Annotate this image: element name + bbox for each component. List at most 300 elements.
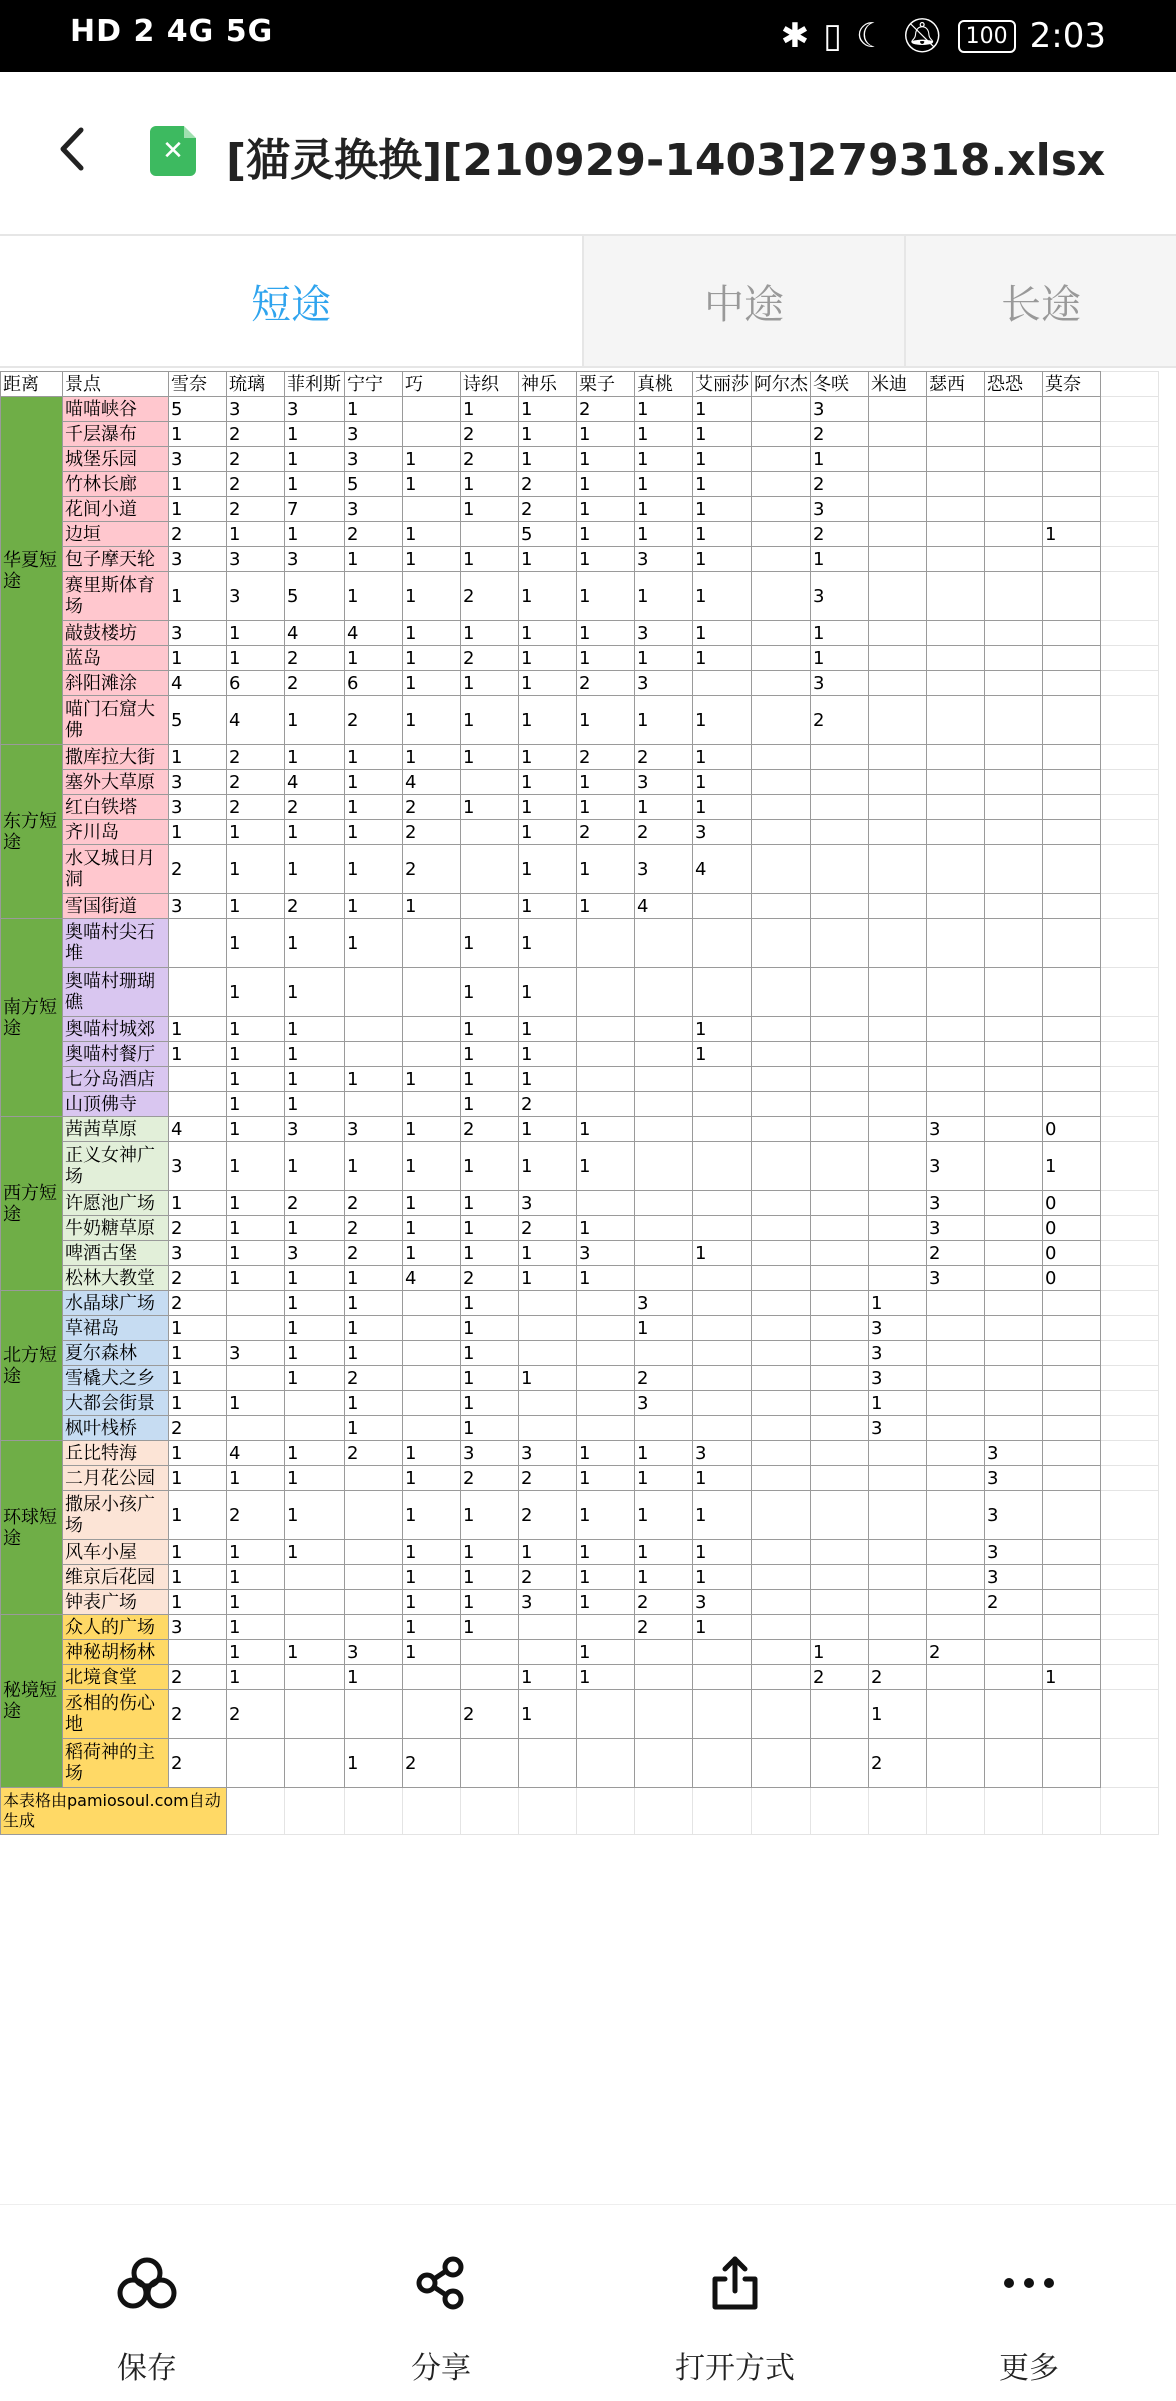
column-header[interactable]: 距离: [1, 372, 63, 397]
value-cell[interactable]: [927, 1690, 985, 1739]
value-cell[interactable]: [693, 919, 752, 968]
value-cell[interactable]: 1: [577, 572, 635, 621]
empty-cell[interactable]: [869, 1788, 927, 1835]
value-cell[interactable]: 1: [577, 497, 635, 522]
value-cell[interactable]: [869, 1067, 927, 1092]
place-cell[interactable]: 丞相的伤心地: [63, 1690, 169, 1739]
value-cell[interactable]: 1: [693, 572, 752, 621]
value-cell[interactable]: [985, 447, 1043, 472]
column-header[interactable]: 栗子: [577, 372, 635, 397]
empty-cell[interactable]: [519, 1788, 577, 1835]
value-cell[interactable]: 1: [519, 894, 577, 919]
place-cell[interactable]: 夏尔森林: [63, 1341, 169, 1366]
value-cell[interactable]: 1: [461, 1241, 519, 1266]
value-cell[interactable]: [927, 919, 985, 968]
value-cell[interactable]: 1: [403, 696, 461, 745]
value-cell[interactable]: 3: [169, 894, 227, 919]
value-cell[interactable]: 3: [927, 1216, 985, 1241]
value-cell[interactable]: [985, 1739, 1043, 1788]
value-cell[interactable]: 4: [285, 770, 345, 795]
value-cell[interactable]: [577, 1391, 635, 1416]
value-cell[interactable]: [985, 1117, 1043, 1142]
value-cell[interactable]: 3: [927, 1117, 985, 1142]
value-cell[interactable]: 1: [403, 1640, 461, 1665]
value-cell[interactable]: [1043, 497, 1101, 522]
value-cell[interactable]: 1: [461, 1540, 519, 1565]
value-cell[interactable]: 1: [693, 1042, 752, 1067]
value-cell[interactable]: 1: [285, 447, 345, 472]
value-cell[interactable]: [1043, 1316, 1101, 1341]
value-cell[interactable]: [752, 919, 811, 968]
value-cell[interactable]: [461, 845, 519, 894]
value-cell[interactable]: 3: [985, 1491, 1043, 1540]
value-cell[interactable]: [927, 1416, 985, 1441]
value-cell[interactable]: [1043, 1640, 1101, 1665]
value-cell[interactable]: [635, 968, 693, 1017]
place-cell[interactable]: 斜阳滩涂: [63, 671, 169, 696]
empty-cell[interactable]: [1101, 1391, 1159, 1416]
value-cell[interactable]: [752, 894, 811, 919]
value-cell[interactable]: 1: [285, 1491, 345, 1540]
value-cell[interactable]: 1: [285, 1067, 345, 1092]
value-cell[interactable]: [927, 1366, 985, 1391]
value-cell[interactable]: 1: [1043, 522, 1101, 547]
value-cell[interactable]: [869, 1092, 927, 1117]
value-cell[interactable]: [519, 1615, 577, 1640]
value-cell[interactable]: 2: [519, 1491, 577, 1540]
empty-cell[interactable]: [1101, 1042, 1159, 1067]
value-cell[interactable]: [927, 1665, 985, 1690]
value-cell[interactable]: 1: [461, 1042, 519, 1067]
value-cell[interactable]: 1: [285, 1540, 345, 1565]
value-cell[interactable]: [927, 1316, 985, 1341]
value-cell[interactable]: 1: [519, 671, 577, 696]
value-cell[interactable]: 1: [403, 745, 461, 770]
empty-cell[interactable]: [1101, 522, 1159, 547]
distance-group-cell[interactable]: 西方短途: [1, 1117, 63, 1291]
value-cell[interactable]: [752, 968, 811, 1017]
value-cell[interactable]: [635, 1142, 693, 1191]
value-cell[interactable]: [693, 1266, 752, 1291]
value-cell[interactable]: [869, 1117, 927, 1142]
empty-cell[interactable]: [635, 1788, 693, 1835]
value-cell[interactable]: [869, 1466, 927, 1491]
value-cell[interactable]: 1: [577, 770, 635, 795]
value-cell[interactable]: [635, 1266, 693, 1291]
value-cell[interactable]: [635, 1416, 693, 1441]
value-cell[interactable]: [577, 919, 635, 968]
value-cell[interactable]: 1: [519, 1117, 577, 1142]
value-cell[interactable]: [577, 1291, 635, 1316]
value-cell[interactable]: [811, 1391, 869, 1416]
empty-cell[interactable]: [285, 1788, 345, 1835]
value-cell[interactable]: [869, 1266, 927, 1291]
value-cell[interactable]: 1: [635, 795, 693, 820]
value-cell[interactable]: [811, 845, 869, 894]
column-header[interactable]: 瑟西: [927, 372, 985, 397]
value-cell[interactable]: 1: [403, 522, 461, 547]
value-cell[interactable]: 3: [169, 547, 227, 572]
value-cell[interactable]: 1: [345, 845, 403, 894]
empty-cell[interactable]: [1101, 1466, 1159, 1491]
value-cell[interactable]: 5: [169, 696, 227, 745]
value-cell[interactable]: 5: [345, 472, 403, 497]
value-cell[interactable]: [752, 1067, 811, 1092]
value-cell[interactable]: 1: [693, 397, 752, 422]
value-cell[interactable]: [985, 397, 1043, 422]
value-cell[interactable]: [985, 671, 1043, 696]
value-cell[interactable]: [693, 1142, 752, 1191]
value-cell[interactable]: 1: [227, 894, 285, 919]
empty-cell[interactable]: [1101, 671, 1159, 696]
value-cell[interactable]: [752, 1416, 811, 1441]
value-cell[interactable]: 1: [227, 1391, 285, 1416]
value-cell[interactable]: 1: [403, 1615, 461, 1640]
value-cell[interactable]: 1: [461, 745, 519, 770]
place-cell[interactable]: 竹林长廊: [63, 472, 169, 497]
value-cell[interactable]: 2: [169, 1416, 227, 1441]
empty-cell[interactable]: [1101, 372, 1159, 397]
value-cell[interactable]: 1: [519, 1690, 577, 1739]
value-cell[interactable]: [985, 894, 1043, 919]
value-cell[interactable]: 1: [345, 820, 403, 845]
empty-cell[interactable]: [1101, 1017, 1159, 1042]
value-cell[interactable]: [403, 1391, 461, 1416]
value-cell[interactable]: 1: [693, 447, 752, 472]
place-cell[interactable]: 松林大教堂: [63, 1266, 169, 1291]
open-with-button[interactable]: [588, 2205, 882, 2401]
value-cell[interactable]: 2: [285, 894, 345, 919]
value-cell[interactable]: [461, 1739, 519, 1788]
value-cell[interactable]: [869, 845, 927, 894]
value-cell[interactable]: 1: [577, 1142, 635, 1191]
value-cell[interactable]: [752, 1665, 811, 1690]
value-cell[interactable]: [1043, 1291, 1101, 1316]
value-cell[interactable]: 1: [693, 745, 752, 770]
value-cell[interactable]: [1043, 968, 1101, 1017]
value-cell[interactable]: 3: [927, 1266, 985, 1291]
value-cell[interactable]: [693, 1191, 752, 1216]
value-cell[interactable]: 1: [227, 845, 285, 894]
value-cell[interactable]: 2: [927, 1640, 985, 1665]
value-cell[interactable]: 1: [345, 919, 403, 968]
value-cell[interactable]: 1: [169, 422, 227, 447]
value-cell[interactable]: 1: [285, 522, 345, 547]
value-cell[interactable]: 3: [169, 1615, 227, 1640]
empty-cell[interactable]: [1101, 1615, 1159, 1640]
value-cell[interactable]: 1: [635, 1441, 693, 1466]
value-cell[interactable]: [811, 1266, 869, 1291]
value-cell[interactable]: 1: [519, 795, 577, 820]
value-cell[interactable]: [577, 1690, 635, 1739]
value-cell[interactable]: 1: [577, 894, 635, 919]
place-cell[interactable]: 大都会街景: [63, 1391, 169, 1416]
footer-note[interactable]: 本表格由pamiosoul.com自动生成: [1, 1788, 227, 1835]
value-cell[interactable]: [693, 894, 752, 919]
empty-cell[interactable]: [752, 1788, 811, 1835]
value-cell[interactable]: [693, 1690, 752, 1739]
value-cell[interactable]: [869, 696, 927, 745]
value-cell[interactable]: 2: [519, 1466, 577, 1491]
place-cell[interactable]: 水又城日月洞: [63, 845, 169, 894]
value-cell[interactable]: 1: [461, 1017, 519, 1042]
value-cell[interactable]: 2: [169, 1266, 227, 1291]
value-cell[interactable]: 1: [285, 1142, 345, 1191]
place-cell[interactable]: 水晶球广场: [63, 1291, 169, 1316]
value-cell[interactable]: 2: [169, 1216, 227, 1241]
value-cell[interactable]: 1: [285, 1341, 345, 1366]
value-cell[interactable]: [985, 820, 1043, 845]
value-cell[interactable]: 2: [985, 1590, 1043, 1615]
value-cell[interactable]: [985, 845, 1043, 894]
value-cell[interactable]: [1043, 1441, 1101, 1466]
value-cell[interactable]: 1: [577, 422, 635, 447]
value-cell[interactable]: 0: [1043, 1117, 1101, 1142]
value-cell[interactable]: [927, 1466, 985, 1491]
value-cell[interactable]: [519, 1391, 577, 1416]
value-cell[interactable]: 6: [345, 671, 403, 696]
value-cell[interactable]: 1: [693, 621, 752, 646]
value-cell[interactable]: [1043, 1416, 1101, 1441]
value-cell[interactable]: [285, 1565, 345, 1590]
value-cell[interactable]: 1: [227, 1665, 285, 1690]
value-cell[interactable]: 2: [285, 671, 345, 696]
value-cell[interactable]: [285, 1665, 345, 1690]
value-cell[interactable]: 3: [577, 1241, 635, 1266]
distance-group-cell[interactable]: 秘境短途: [1, 1615, 63, 1788]
value-cell[interactable]: 1: [519, 1142, 577, 1191]
value-cell[interactable]: [635, 1241, 693, 1266]
value-cell[interactable]: 2: [461, 572, 519, 621]
value-cell[interactable]: [1043, 422, 1101, 447]
empty-cell[interactable]: [1101, 422, 1159, 447]
value-cell[interactable]: 1: [577, 1466, 635, 1491]
empty-cell[interactable]: [1101, 968, 1159, 1017]
value-cell[interactable]: [985, 422, 1043, 447]
value-cell[interactable]: 3: [461, 1441, 519, 1466]
value-cell[interactable]: [169, 1640, 227, 1665]
value-cell[interactable]: [577, 1092, 635, 1117]
value-cell[interactable]: 1: [227, 1565, 285, 1590]
value-cell[interactable]: 1: [693, 547, 752, 572]
empty-cell[interactable]: [1101, 447, 1159, 472]
value-cell[interactable]: [693, 1416, 752, 1441]
value-cell[interactable]: 3: [811, 497, 869, 522]
value-cell[interactable]: 1: [403, 572, 461, 621]
value-cell[interactable]: [227, 1739, 285, 1788]
value-cell[interactable]: 1: [227, 1142, 285, 1191]
value-cell[interactable]: 1: [403, 1441, 461, 1466]
value-cell[interactable]: 7: [285, 497, 345, 522]
empty-cell[interactable]: [1101, 770, 1159, 795]
value-cell[interactable]: [985, 1017, 1043, 1042]
value-cell[interactable]: 1: [577, 621, 635, 646]
value-cell[interactable]: [927, 646, 985, 671]
value-cell[interactable]: 4: [635, 894, 693, 919]
empty-cell[interactable]: [1101, 1067, 1159, 1092]
value-cell[interactable]: [403, 497, 461, 522]
value-cell[interactable]: 2: [927, 1241, 985, 1266]
value-cell[interactable]: 3: [285, 547, 345, 572]
value-cell[interactable]: [635, 1640, 693, 1665]
value-cell[interactable]: 1: [227, 1017, 285, 1042]
value-cell[interactable]: [985, 472, 1043, 497]
value-cell[interactable]: 2: [285, 795, 345, 820]
value-cell[interactable]: 3: [927, 1191, 985, 1216]
value-cell[interactable]: [985, 1391, 1043, 1416]
value-cell[interactable]: 1: [285, 1216, 345, 1241]
value-cell[interactable]: 1: [285, 845, 345, 894]
place-cell[interactable]: 许愿池广场: [63, 1191, 169, 1216]
value-cell[interactable]: 1: [345, 397, 403, 422]
empty-cell[interactable]: [811, 1788, 869, 1835]
value-cell[interactable]: [985, 696, 1043, 745]
empty-cell[interactable]: [1101, 1690, 1159, 1739]
value-cell[interactable]: 2: [403, 845, 461, 894]
value-cell[interactable]: 1: [811, 547, 869, 572]
value-cell[interactable]: 1: [169, 1391, 227, 1416]
value-cell[interactable]: 1: [169, 1042, 227, 1067]
value-cell[interactable]: 1: [227, 1540, 285, 1565]
value-cell[interactable]: [752, 1191, 811, 1216]
empty-cell[interactable]: [1101, 1640, 1159, 1665]
value-cell[interactable]: 1: [577, 795, 635, 820]
value-cell[interactable]: [985, 1291, 1043, 1316]
value-cell[interactable]: [577, 968, 635, 1017]
value-cell[interactable]: 1: [577, 1441, 635, 1466]
value-cell[interactable]: 1: [345, 1739, 403, 1788]
value-cell[interactable]: 1: [461, 1291, 519, 1316]
value-cell[interactable]: [869, 770, 927, 795]
value-cell[interactable]: 1: [227, 1092, 285, 1117]
value-cell[interactable]: 2: [285, 1191, 345, 1216]
value-cell[interactable]: [985, 1042, 1043, 1067]
empty-cell[interactable]: [1101, 845, 1159, 894]
place-cell[interactable]: 啤酒古堡: [63, 1241, 169, 1266]
value-cell[interactable]: 1: [461, 397, 519, 422]
value-cell[interactable]: 1: [285, 1291, 345, 1316]
value-cell[interactable]: [345, 1092, 403, 1117]
value-cell[interactable]: [1043, 1466, 1101, 1491]
value-cell[interactable]: [752, 1739, 811, 1788]
place-cell[interactable]: 稻荷神的主场: [63, 1739, 169, 1788]
value-cell[interactable]: 1: [519, 397, 577, 422]
value-cell[interactable]: 1: [169, 1316, 227, 1341]
value-cell[interactable]: 3: [927, 1142, 985, 1191]
value-cell[interactable]: [752, 1092, 811, 1117]
value-cell[interactable]: [752, 1565, 811, 1590]
value-cell[interactable]: [752, 1266, 811, 1291]
value-cell[interactable]: [811, 1540, 869, 1565]
value-cell[interactable]: [461, 522, 519, 547]
value-cell[interactable]: [869, 1491, 927, 1540]
value-cell[interactable]: 4: [693, 845, 752, 894]
value-cell[interactable]: [927, 894, 985, 919]
value-cell[interactable]: [1043, 1042, 1101, 1067]
tab-short[interactable]: 短途: [0, 236, 582, 366]
value-cell[interactable]: 1: [285, 820, 345, 845]
value-cell[interactable]: [752, 1042, 811, 1067]
value-cell[interactable]: [1043, 572, 1101, 621]
value-cell[interactable]: [1043, 1565, 1101, 1590]
value-cell[interactable]: [985, 770, 1043, 795]
value-cell[interactable]: 2: [227, 745, 285, 770]
value-cell[interactable]: [811, 1191, 869, 1216]
value-cell[interactable]: [635, 1739, 693, 1788]
value-cell[interactable]: 1: [693, 497, 752, 522]
value-cell[interactable]: [1043, 1615, 1101, 1640]
value-cell[interactable]: [1043, 671, 1101, 696]
place-cell[interactable]: 风车小屋: [63, 1540, 169, 1565]
tab-long[interactable]: 长途: [904, 236, 1176, 366]
value-cell[interactable]: [811, 1615, 869, 1640]
value-cell[interactable]: 4: [169, 671, 227, 696]
value-cell[interactable]: 1: [693, 646, 752, 671]
value-cell[interactable]: 2: [635, 1615, 693, 1640]
value-cell[interactable]: [1043, 472, 1101, 497]
value-cell[interactable]: 4: [403, 770, 461, 795]
value-cell[interactable]: [693, 671, 752, 696]
value-cell[interactable]: 1: [227, 968, 285, 1017]
value-cell[interactable]: [927, 1491, 985, 1540]
value-cell[interactable]: 1: [461, 621, 519, 646]
value-cell[interactable]: 2: [577, 397, 635, 422]
empty-cell[interactable]: [1101, 1241, 1159, 1266]
value-cell[interactable]: 1: [345, 1142, 403, 1191]
place-cell[interactable]: 维京后花园: [63, 1565, 169, 1590]
value-cell[interactable]: [869, 547, 927, 572]
empty-cell[interactable]: [1101, 1266, 1159, 1291]
value-cell[interactable]: 1: [403, 1142, 461, 1191]
value-cell[interactable]: 1: [519, 745, 577, 770]
empty-cell[interactable]: [1101, 1142, 1159, 1191]
value-cell[interactable]: [1043, 845, 1101, 894]
value-cell[interactable]: [927, 1590, 985, 1615]
empty-cell[interactable]: [1101, 1665, 1159, 1690]
value-cell[interactable]: [345, 1466, 403, 1491]
value-cell[interactable]: [811, 1341, 869, 1366]
value-cell[interactable]: [985, 1416, 1043, 1441]
value-cell[interactable]: 2: [461, 422, 519, 447]
value-cell[interactable]: [927, 1441, 985, 1466]
value-cell[interactable]: 1: [345, 1391, 403, 1416]
value-cell[interactable]: [1043, 646, 1101, 671]
value-cell[interactable]: 1: [403, 1590, 461, 1615]
value-cell[interactable]: [985, 1191, 1043, 1216]
value-cell[interactable]: 1: [403, 447, 461, 472]
value-cell[interactable]: 2: [577, 745, 635, 770]
value-cell[interactable]: 1: [403, 894, 461, 919]
empty-cell[interactable]: [1101, 1739, 1159, 1788]
empty-cell[interactable]: [693, 1788, 752, 1835]
value-cell[interactable]: 1: [519, 1042, 577, 1067]
value-cell[interactable]: 1: [403, 1067, 461, 1092]
value-cell[interactable]: 1: [227, 1117, 285, 1142]
value-cell[interactable]: 1: [635, 572, 693, 621]
value-cell[interactable]: [869, 671, 927, 696]
empty-cell[interactable]: [985, 1788, 1043, 1835]
value-cell[interactable]: 1: [169, 646, 227, 671]
value-cell[interactable]: [461, 820, 519, 845]
place-cell[interactable]: 神秘胡杨林: [63, 1640, 169, 1665]
value-cell[interactable]: [927, 968, 985, 1017]
value-cell[interactable]: [985, 919, 1043, 968]
place-cell[interactable]: 喵喵峡谷: [63, 397, 169, 422]
value-cell[interactable]: 3: [693, 1590, 752, 1615]
value-cell[interactable]: 2: [635, 820, 693, 845]
value-cell[interactable]: [985, 1690, 1043, 1739]
value-cell[interactable]: [811, 1291, 869, 1316]
